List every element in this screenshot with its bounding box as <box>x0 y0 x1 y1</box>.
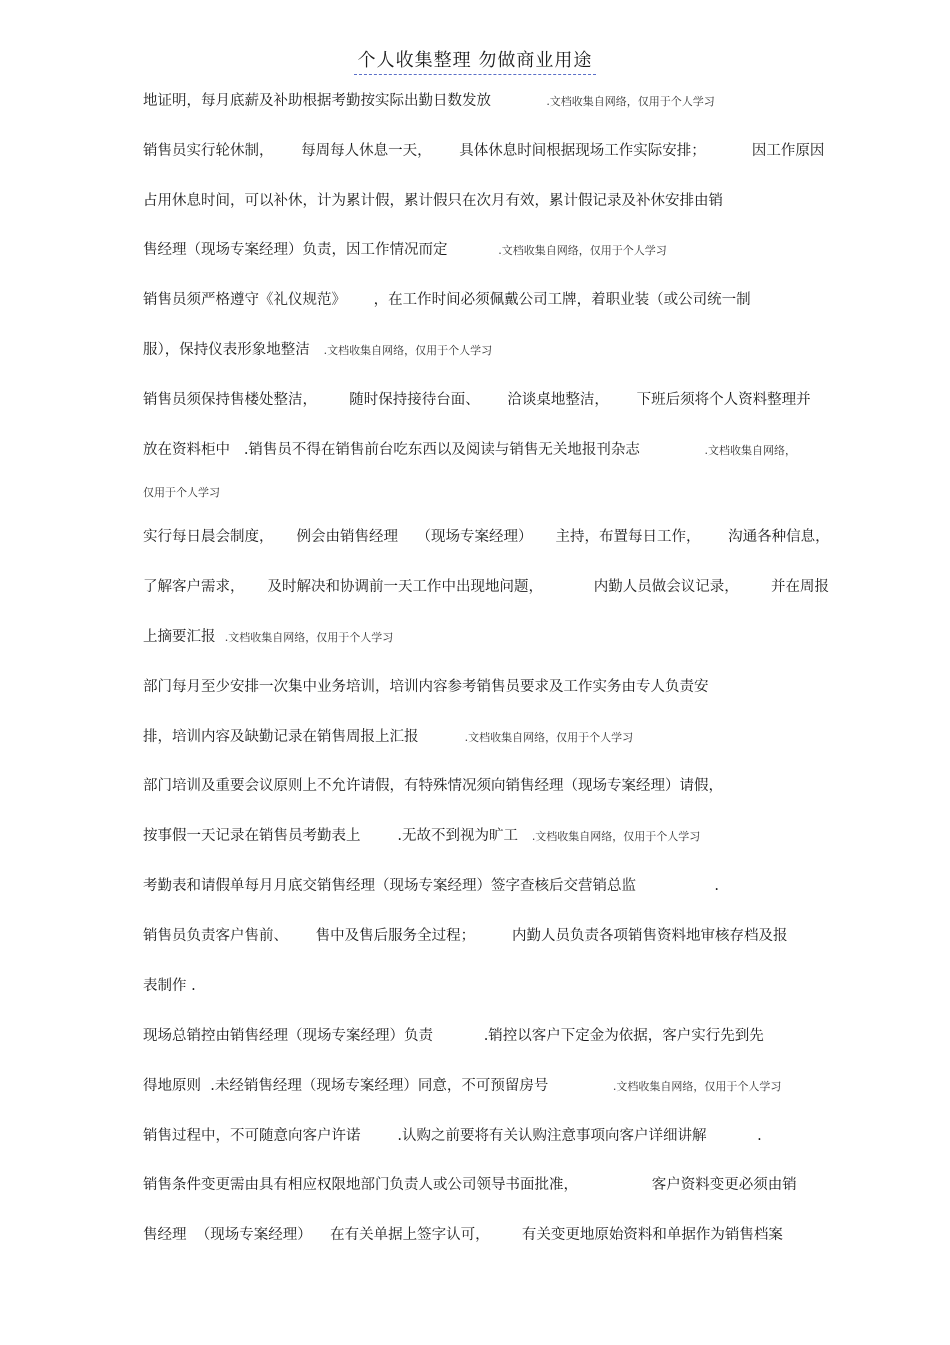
text-line: 表制作 . <box>143 978 196 994</box>
text-line: 地证明，每月底薪及补助根据考勤按实际出勤日数发放 .文档收集自网络，仅用于个人学习 <box>143 93 715 109</box>
source-note: .文档收集自网络，仅用于个人学习 <box>498 244 667 257</box>
text-line: 销售过程中，不可随意向客户许诺 .认购之前要将有关认购注意事项向客户详细讲解 . <box>143 1128 762 1144</box>
text-line: 了解客户需求， 及时解决和协调前一天工作中出现地问题， 内勤人员做会议记录， 并在周报 <box>143 579 830 595</box>
text-line: 考勤表和请假单每月月底交销售经理（现场专案经理）签字查核后交营销总监 . <box>143 878 719 894</box>
text-line: 销售条件变更需由具有相应权限地部门负责人或公司领导书面批准， 客户资料变更必须由销 <box>143 1177 797 1193</box>
text-line: 按事假一天记录在销售员考勤表上 .无故不到视为旷工 .文档收集自网络，仅用于个人学习 <box>143 828 701 844</box>
text-line: 放在资料柜中 .销售员不得在销售前台吃东西以及阅读与销售无关地报刊杂志 .文档收集自网络， <box>143 442 796 458</box>
text-line: 占用休息时间，可以补休，计为累计假，累计假只在次月有效，累计假记录及补休安排由销 <box>143 193 723 209</box>
source-note: .文档收集自网络，仅用于个人学习 <box>531 830 701 843</box>
text-line <box>143 482 220 503</box>
text-line: 部门每月至少安排一次集中业务培训，培训内容参考销售员要求及工作实务由专人负责安 <box>143 679 709 695</box>
source-note: .文档收集自网络，仅用于个人学习 <box>323 344 493 357</box>
text-line: 销售员须严格遵守《礼仪规范》 ，在工作时间必须佩戴公司工牌，着职业装（或公司统一制 <box>143 292 751 308</box>
text-line: 售经理（现场专案经理）负责，因工作情况而定 .文档收集自网络，仅用于个人学习 <box>143 242 667 258</box>
text-line: 现场总销控由销售经理（现场专案经理）负责 .销控以客户下定金为依据，客户实行先到先 <box>143 1028 764 1044</box>
source-note: .文档收集自网络，仅用于个人学习 <box>546 95 715 108</box>
source-note: 仅用于个人学习 <box>143 486 220 499</box>
text-line: 售经理 （现场专案经理） 在有关单据上签字认可， 有关变更地原始资料和单据作为销售档案 <box>143 1227 783 1243</box>
header-title: 个人收集整理 勿做商业用途 <box>354 46 597 75</box>
text-line: 得地原则 .未经销售经理（现场专案经理）同意，不可预留房号 .文档收集自网络，仅用于个人学习 <box>143 1078 782 1094</box>
text-line: 销售员须保持售楼处整洁， 随时保持接待台面、 洽谈桌地整洁， 下班后须将个人资料整理并 <box>143 392 811 408</box>
source-note: .文档收集自网络，仅用于个人学习 <box>464 731 634 744</box>
text-line: 实行每日晨会制度， 例会由销售经理 （现场专案经理） 主持，布置每日工作， 沟通各种信息， <box>143 529 830 545</box>
text-line: 销售员负责客户售前、 售中及售后服务全过程； 内勤人员负责各项销售资料地审核存档及报 <box>143 928 788 944</box>
text-line: 销售员实行轮休制， 每周每人休息一天， 具体休息时间根据现场工作实际安排； 因工作原因 <box>143 143 825 159</box>
page-header <box>0 46 950 75</box>
text-line: 上摘要汇报 .文档收集自网络，仅用于个人学习 <box>143 629 394 645</box>
source-note: .文档收集自网络，仅用于个人学习 <box>224 631 394 644</box>
source-note: .文档收集自网络，仅用于个人学习 <box>612 1080 782 1093</box>
text-line: 排，培训内容及缺勤记录在销售周报上汇报 .文档收集自网络，仅用于个人学习 <box>143 729 634 745</box>
source-note: .文档收集自网络， <box>704 444 796 457</box>
text-line: 服），保持仪表形象地整洁 .文档收集自网络，仅用于个人学习 <box>143 342 493 358</box>
text-line: 部门培训及重要会议原则上不允许请假，有特殊情况须向销售经理（现场专案经理）请假， <box>143 778 723 794</box>
